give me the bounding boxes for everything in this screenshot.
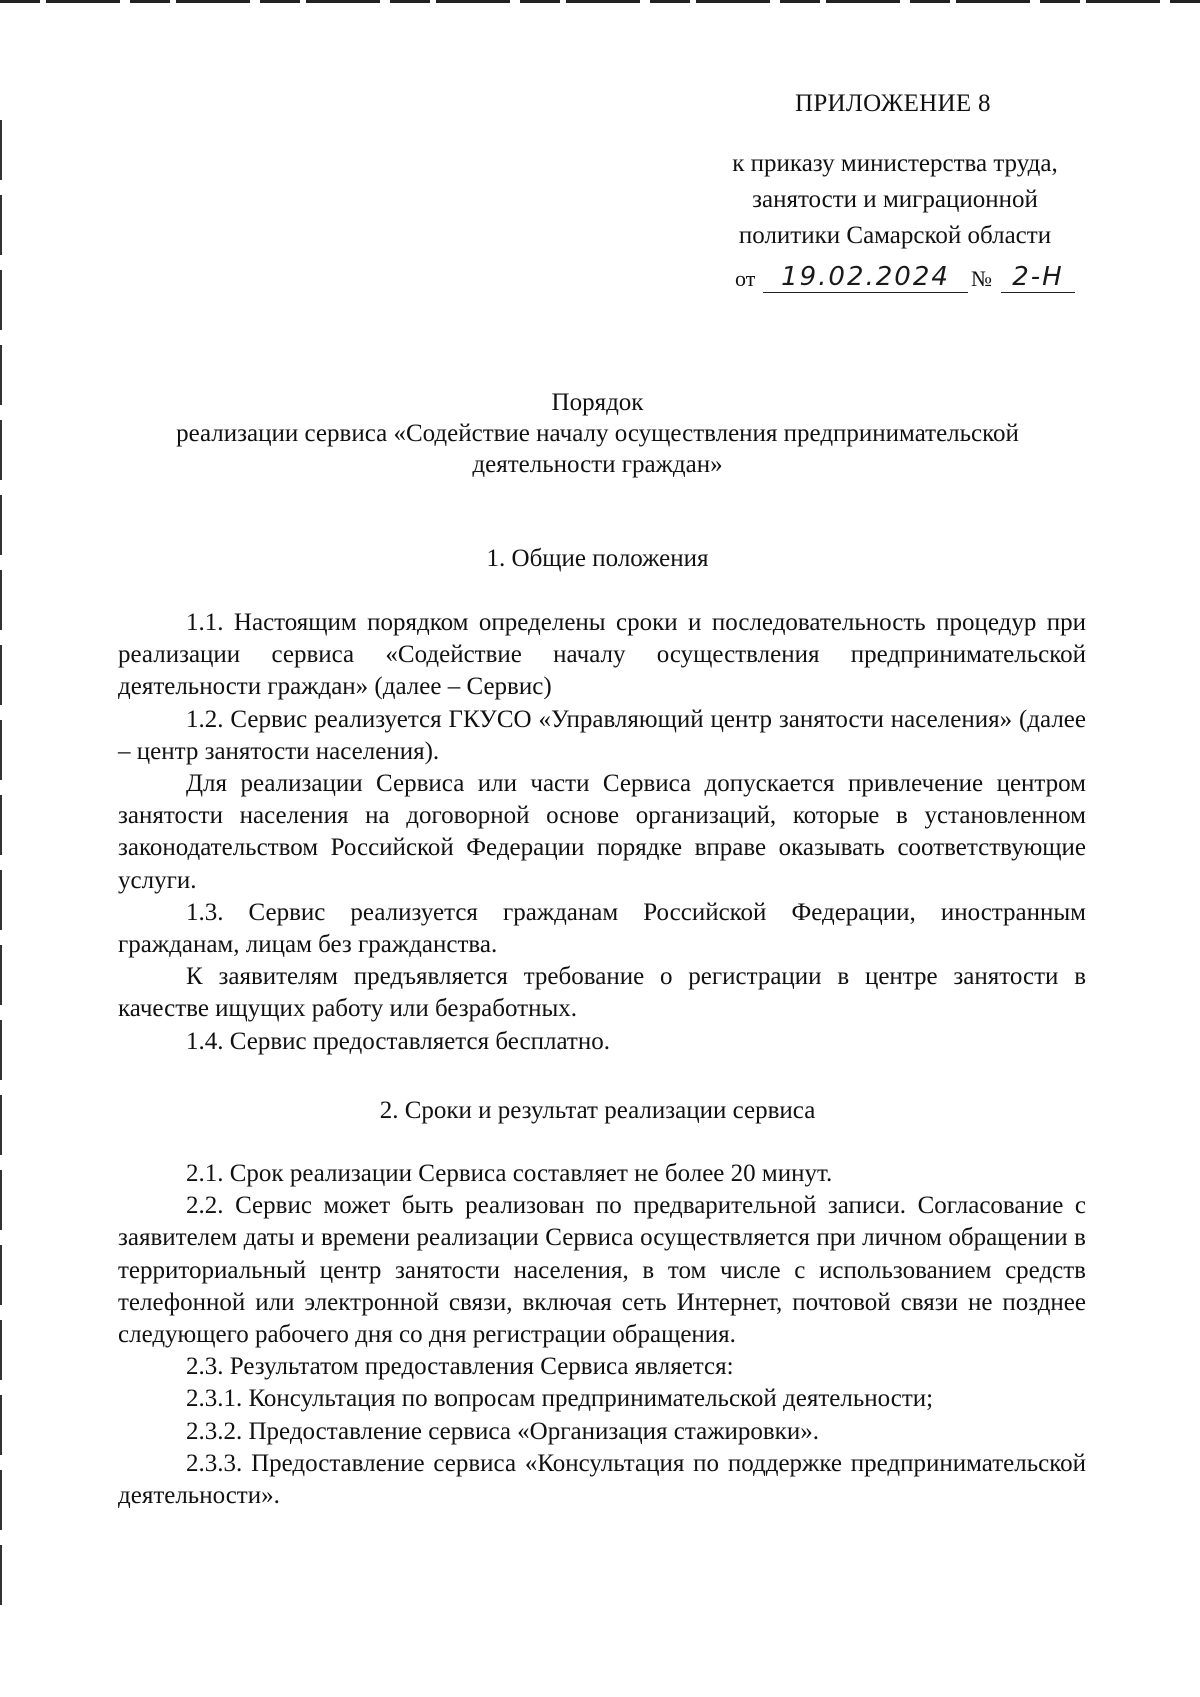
- section-1-body: [118, 607, 1086, 1058]
- title-line: Порядок: [551, 389, 644, 416]
- paragraph: 2.3.2. Предоставление сервиса «Организация стажировки».: [186, 1417, 819, 1445]
- order-reference-line: занятости и миграционной: [752, 186, 1038, 213]
- paragraph: 2.3.3. Предоставление сервиса «Консультация по поддержке предпринимательской деятельности».: [118, 1449, 1086, 1510]
- number-prefix: №: [971, 266, 992, 291]
- scan-edge-top: [0, 0, 1200, 3]
- paragraph: 2.1. Срок реализации Сервиса составляет не более 20 минут.: [186, 1160, 833, 1187]
- order-date-number-line: [735, 262, 1075, 298]
- paragraph: 1.1. Настоящим порядком определены сроки и последовательность процедур при реализации сервиса «Содействие началу осуществления предпринимательской деятельности граждан» (далее – Сервис): [118, 609, 1086, 701]
- paragraph: 1.3. Сервис реализуется гражданам Российской Федерации, иностранным гражданам, лицам без гражданства.: [118, 898, 1086, 959]
- title-line: реализации сервиса «Содействие началу осуществления предпринимательской: [176, 420, 1019, 447]
- paragraph: 2.3. Результатом предоставления Сервиса является:: [186, 1353, 734, 1381]
- paragraph: 1.4. Сервис предоставляется бесплатно.: [186, 1027, 610, 1055]
- order-reference: [685, 146, 1105, 254]
- paragraph: К заявителям предъявляется требование о регистрации в центре занятости в качестве ищущих работу или безработных.: [118, 963, 1086, 1023]
- paragraph: 1.2. Сервис реализуется ГКУСО «Управляющий центр занятости населения» (далее – центр занятости населения).: [118, 705, 1086, 765]
- paragraph: 2.3.1. Консультация по вопросам предпринимательской деятельности;: [186, 1385, 934, 1413]
- scan-edge-left: [0, 120, 2, 1620]
- paragraph: 2.2. Сервис может быть реализован по предварительной записи. Согласование с заявителем даты и времени реализации Сервиса осуществляется при личном обращении в территориальный центр занятости населения, в том числе с использованием средств телефонной или электронной связи, включая сеть Интернет, почтовой связи не позднее следующего рабочего дня со дня регистрации обращения.: [118, 1192, 1086, 1349]
- date-prefix: от: [735, 266, 756, 291]
- paragraph: Для реализации Сервиса или части Сервиса допускается привлечение центром занятости населения на договорной основе организаций, которые в установленном законодательством Российской Федерации порядке вправе оказывать соответствующие услуги.: [118, 770, 1086, 894]
- title-line: деятельности граждан»: [472, 451, 723, 478]
- order-reference-line: к приказу министерства труда,: [732, 150, 1058, 177]
- order-reference-line: политики Самарской области: [738, 222, 1052, 249]
- section-2-body: [118, 1158, 1086, 1512]
- handwritten-number: 2-Н: [1001, 262, 1075, 293]
- appendix-title: ПРИЛОЖЕНИЕ 8: [795, 90, 991, 117]
- handwritten-date: 19.02.2024: [763, 262, 968, 293]
- document-title: [110, 387, 1085, 480]
- section-heading-1: 1. Общие положения: [486, 545, 709, 572]
- section-heading-2: 2. Сроки и результат реализации сервиса: [379, 1097, 816, 1124]
